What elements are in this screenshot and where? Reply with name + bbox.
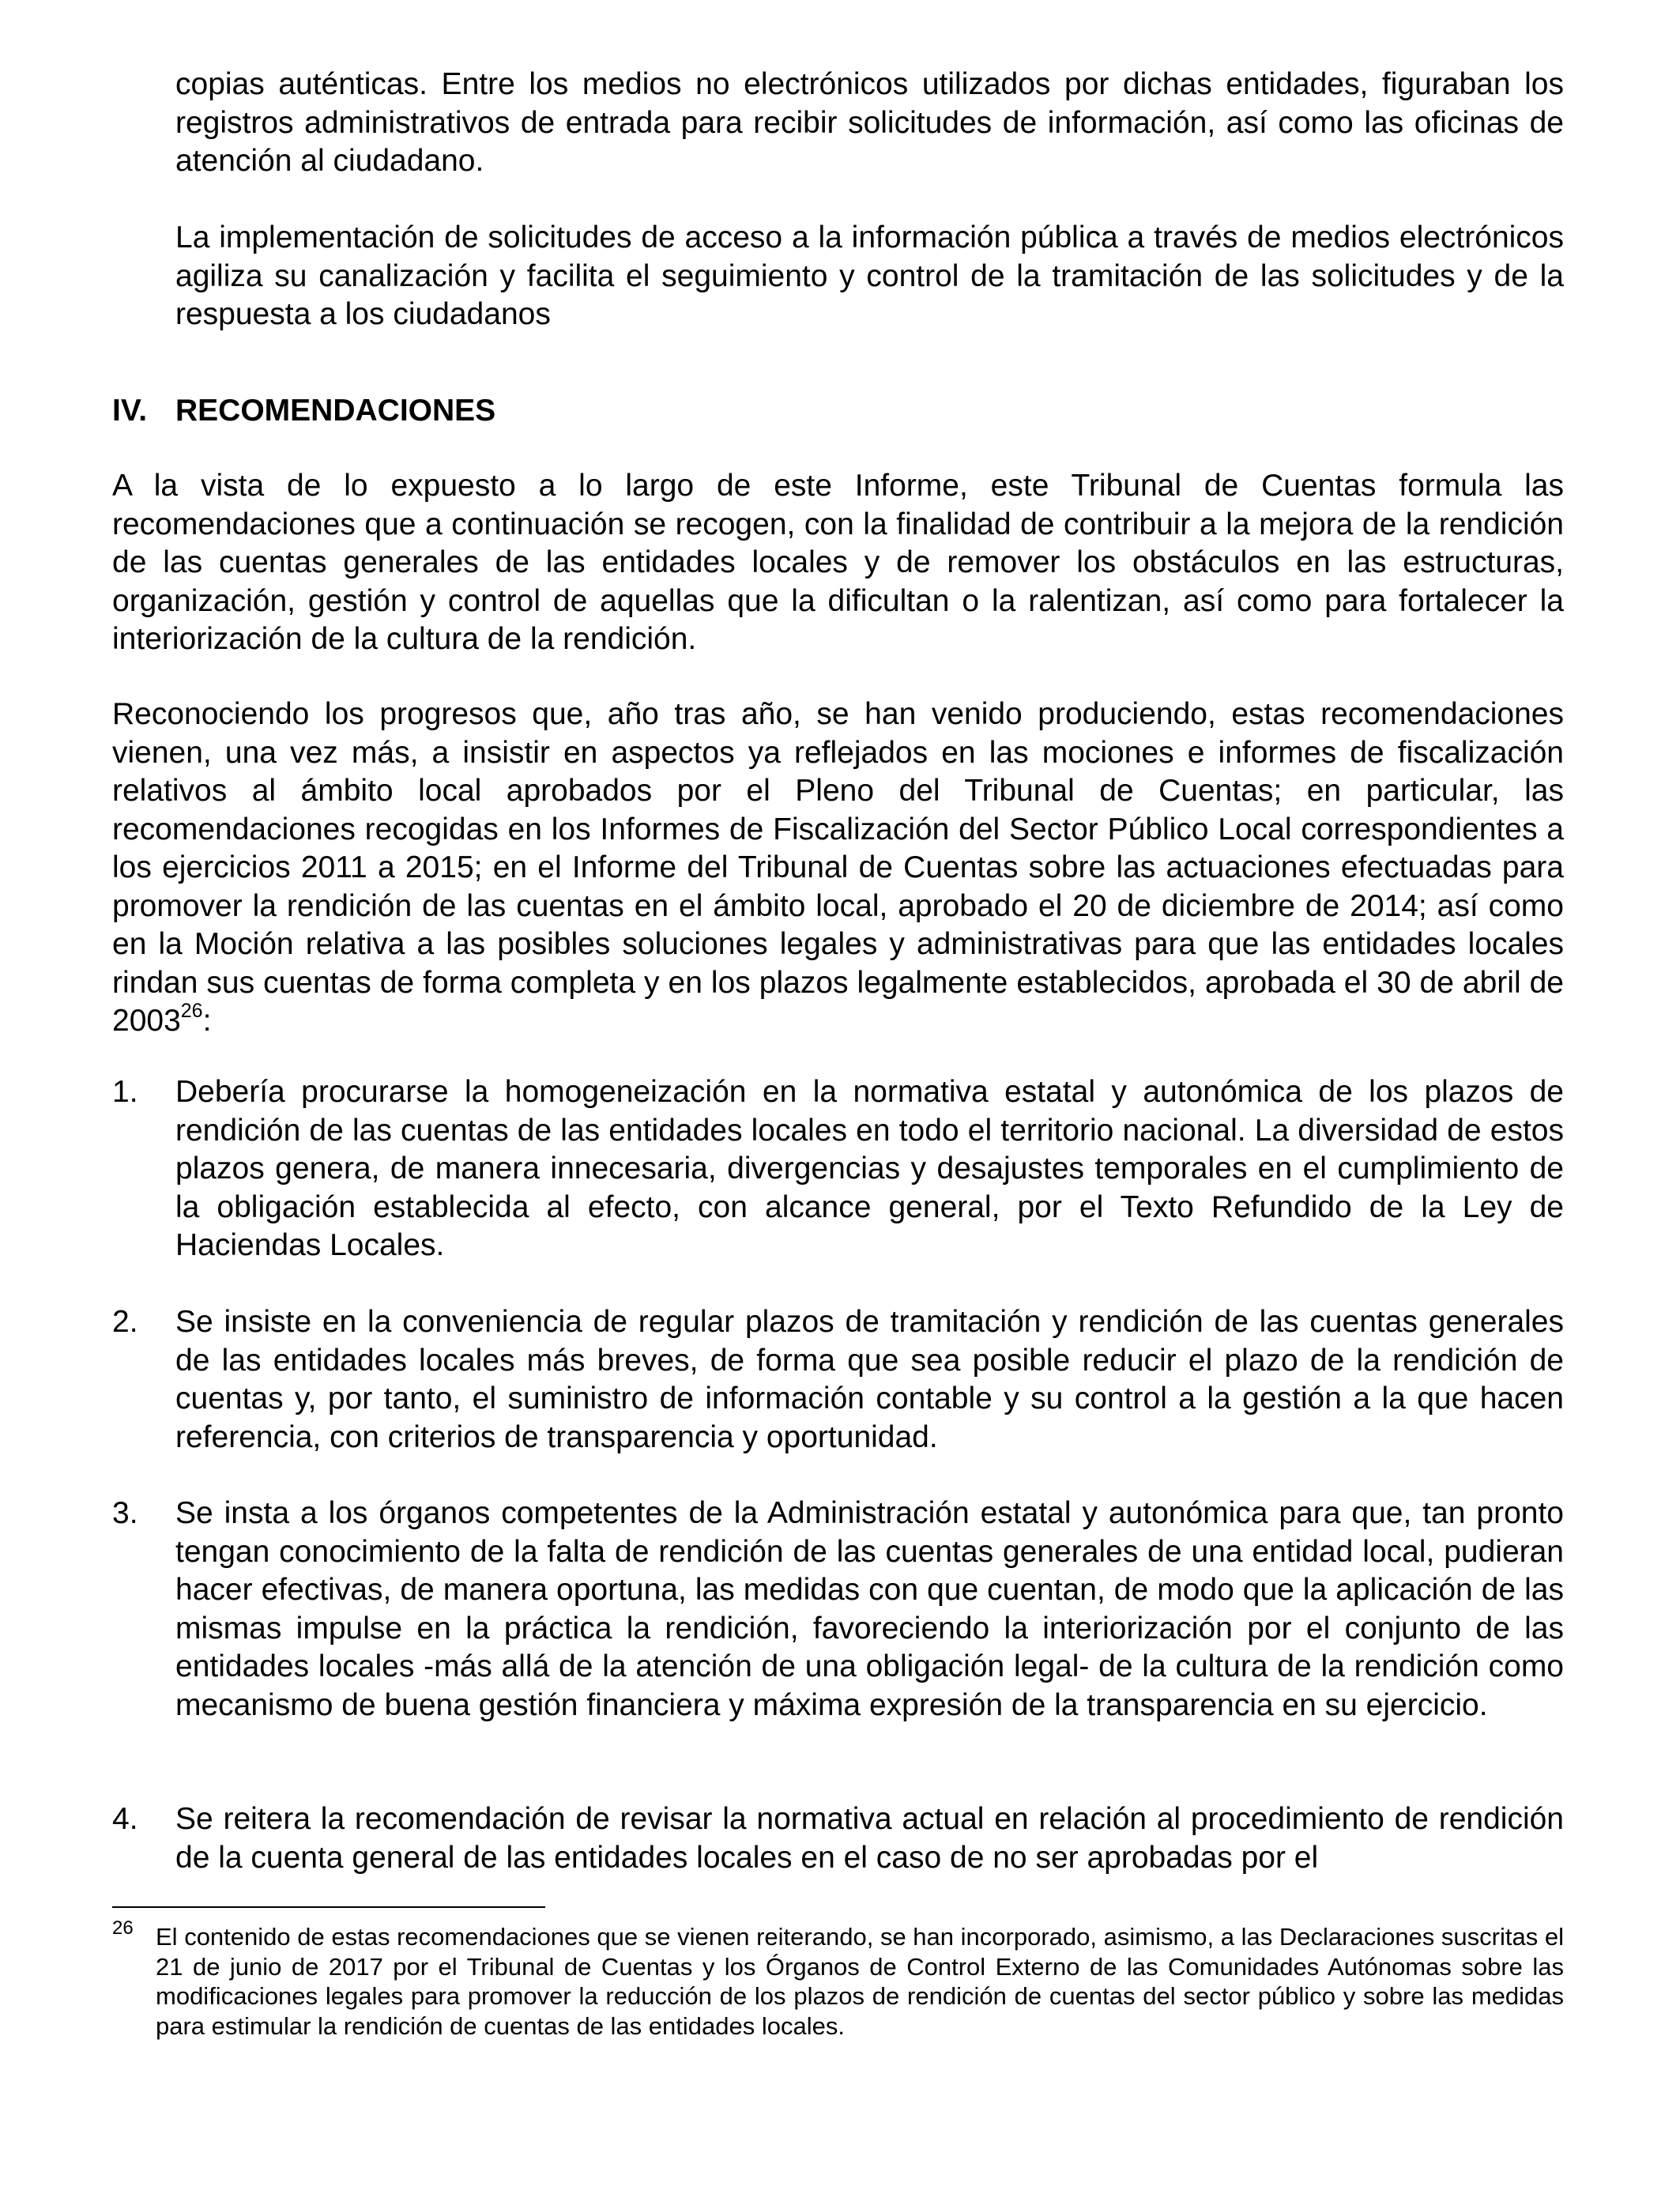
list-item-number: 2. <box>112 1305 138 1339</box>
footnote-text: El contenido de estas recomendaciones que se vienen reiterando, se han incorporado, asimismo, a las Declaraciones suscritas el 21 de junio de 2017 por el Tribunal de Cuentas y los Órganos de Control Externo de las Comunidades Autónomas sobre las modificaciones legales para promover la reducción de los plazos de rendición de cuentas del sector público y sobre las medidas para estimular la rendición de cuentas de las entidades locales. <box>156 1923 1564 2040</box>
intro-paragraph-1: copias auténticas. Entre los medios no electrónicos utilizados por dichas entidades, figuraban los registros administrativos de entrada para recibir solicitudes de información, así como las oficinas de atención al ciudadano. <box>175 67 1564 178</box>
section-number: IV. <box>112 394 148 428</box>
section-heading <box>112 392 495 430</box>
list-item-text: Debería procurarse la homogeneización en la normativa estatal y autonómica de los plazos de rendición de las cuentas de las entidades locales en todo el territorio nacional. La diversidad de estos plazos genera, de manera innecesaria, divergencias y desajustes temporales en el cumplimiento de la obligación establecida al efecto, con alcance general, por el Texto Refundido de la Ley de Haciendas Locales. <box>175 1075 1564 1262</box>
section-title: RECOMENDACIONES <box>175 394 496 428</box>
list-item-text: Se insta a los órganos competentes de la Administración estatal y autonómica para que, tan pronto tengan conocimiento de la falta de rendición de las cuentas generales de una entidad local, pudieran hacer efectivas, de manera oportuna, las medidas con que cuentan, de modo que la aplicación de las mismas impulse en la práctica la rendición, favoreciendo la interiorización por el conjunto de las entidades locales -más allá de la atención de una obligación legal- de la cultura de la rendición como mecanismo de buena gestión financiera y máxima expresión de la transparencia en su ejercicio. <box>175 1496 1564 1722</box>
footnote-separator <box>112 1906 545 1908</box>
list-item-text: Se reitera la recomendación de revisar la normativa actual en relación al procedimiento de rendición de la cuenta general de las entidades locales en el caso de no ser aprobadas por el <box>175 1802 1564 1875</box>
list-item-number: 1. <box>112 1075 138 1109</box>
body-paragraph-2-text: Reconociendo los progresos que, año tras año, se han venido produciendo, estas recomendaciones vienen, una vez más, a insistir en aspectos ya reflejados en las mociones e informes de fiscalización relativos al ámbito local aprobados por el Pleno del Tribunal de Cuentas; en particular, las recomendaciones recogidas en los Informes de Fiscalización del Sector Público Local correspondientes a los ejercicios 2011 a 2015; en el Informe del Tribunal de Cuentas sobre las actuaciones efectuadas para promover la rendición de las cuentas en el ámbito local, aprobado el 20 de diciembre de 2014; así como en la Moción relativa a las posibles soluciones legales y administrativas para que las entidades locales rindan sus cuentas de forma completa y en los plazos legalmente establecidos, aprobada el 30 de abril de 2003 <box>112 697 1564 1038</box>
body-paragraph-2 <box>112 696 1564 1041</box>
body-paragraph-2-tail: : <box>202 1004 212 1038</box>
footnote-mark: 26 <box>112 1917 134 1939</box>
intro-paragraph-2: La implementación de solicitudes de acceso a la información pública a través de medios electrónicos agiliza su canalización y facilita el seguimiento y control de la tramitación de las solicitudes y de la respuesta a los ciudadanos <box>175 221 1564 331</box>
footnote-reference: 26 <box>180 1000 203 1022</box>
list-item-number: 3. <box>112 1496 138 1530</box>
list-item-number: 4. <box>112 1802 138 1836</box>
body-paragraph-1: A la vista de lo expuesto a lo largo de este Informe, este Tribunal de Cuentas formula las recomendaciones que a continuación se recogen, con la finalidad de contribuir a la mejora de la rendición de las cuentas generales de las entidades locales y de remover los obstáculos en las estructuras, organización, gestión y control de aquellas que la dificultan o la ralentizan, así como para fortalecer la interiorización de la cultura de la rendición. <box>112 469 1564 656</box>
list-item-text: Se insiste en la conveniencia de regular plazos de tramitación y rendición de las cuentas generales de las entidades locales más breves, de forma que sea posible reducir el plazo de la rendición de cuentas y, por tanto, el suministro de información contable y su control a la gestión a la que hacen referencia, con criterios de transparencia y oportunidad. <box>175 1305 1564 1454</box>
